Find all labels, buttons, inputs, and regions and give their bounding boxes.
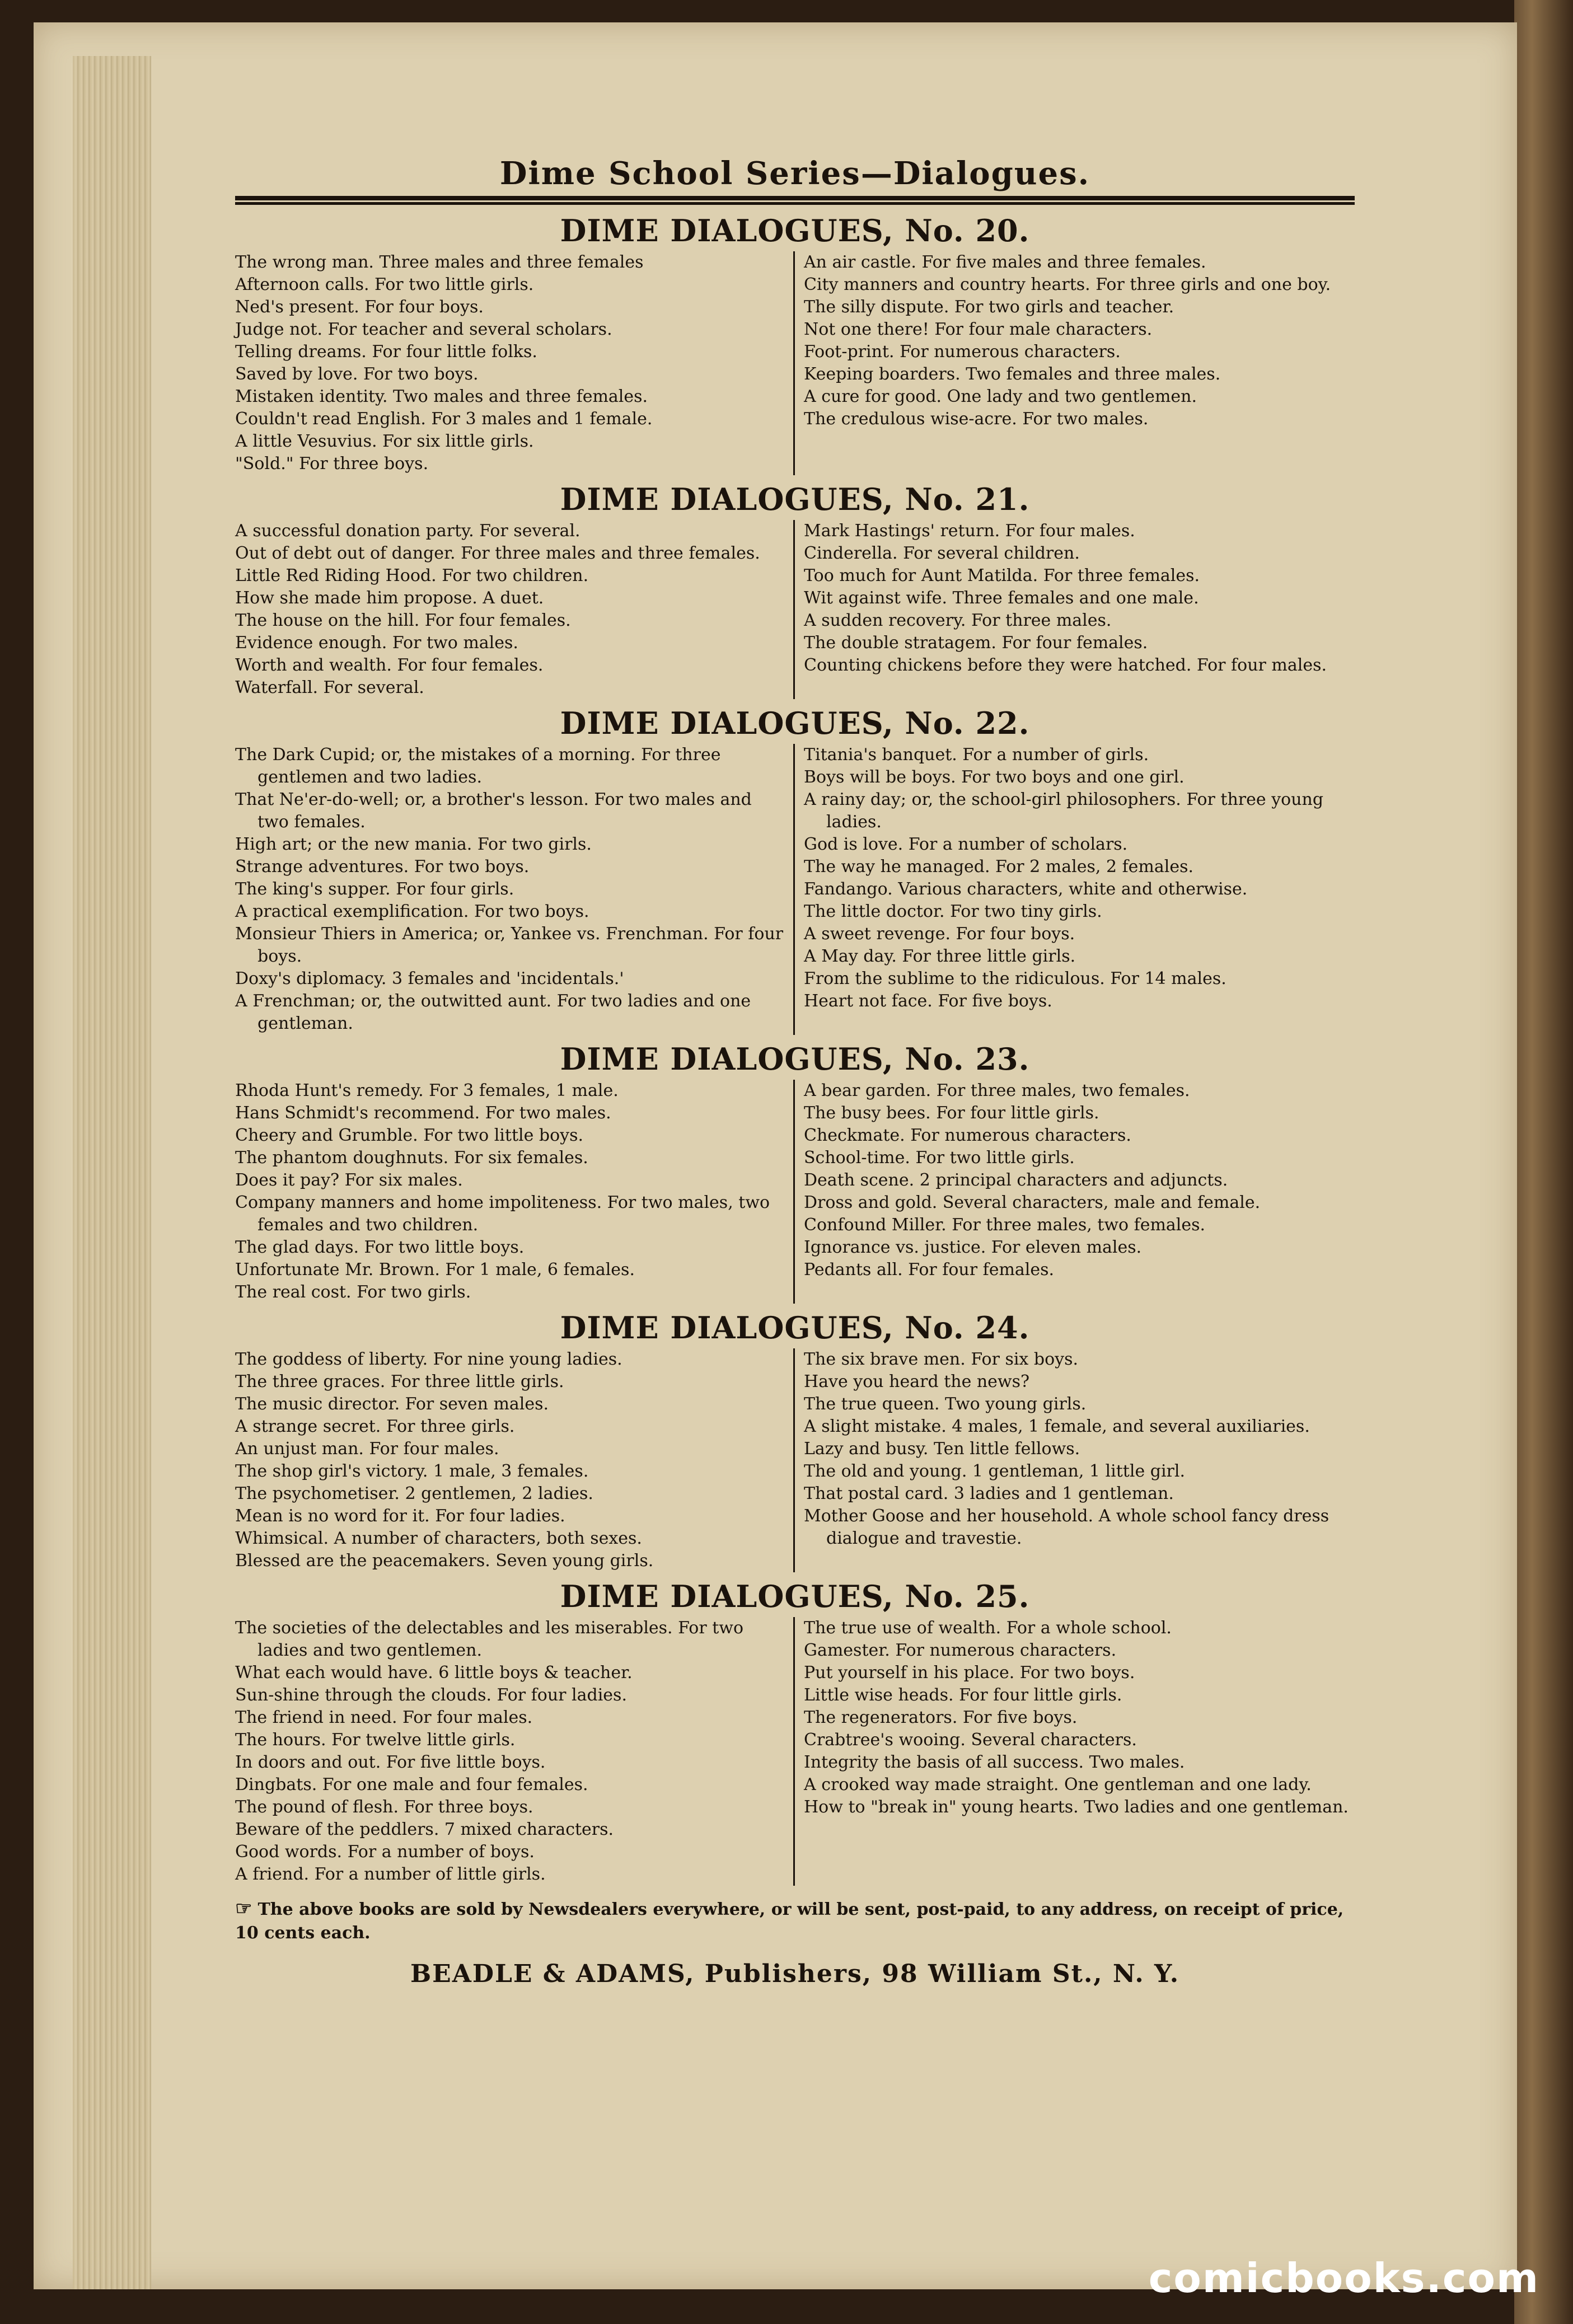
list-item: A bear garden. For three males, two females. [804,1081,1190,1100]
list-item: The real cost. For two girls. [235,1282,471,1302]
list-item: Mean is no word for it. For four ladies. [235,1506,565,1526]
left-column [235,520,795,699]
list-item: Death scene. 2 principal characters and adjuncts. [804,1170,1228,1190]
list-item: The goddess of liberty. For nine young ladies. [235,1350,622,1369]
list-item: Counting chickens before they were hatched. For four males. [804,655,1327,675]
list-item: Integrity the basis of all success. Two males. [804,1753,1185,1772]
list-item: High art; or the new mania. For two girls. [235,835,592,854]
list-item: A cure for good. One lady and two gentlemen. [804,387,1197,406]
list-item: Cheery and Grumble. For two little boys. [235,1126,584,1145]
list-item: A rainy day; or, the school-girl philosophers. For three young ladies. [804,790,1324,832]
list-item: Afternoon calls. For two little girls. [235,275,534,294]
list-item: What each would have. 6 little boys & teacher. [235,1663,633,1683]
right-column [795,1617,1355,1886]
section-no-23 [235,1038,1355,1304]
list-item: Little wise heads. For four little girls. [804,1685,1122,1705]
list-item: A strange secret. For three girls. [235,1417,515,1436]
list-item: The true queen. Two young girls. [804,1394,1087,1414]
list-item: The shop girl's victory. 1 male, 3 females. [235,1461,589,1481]
section-title: DIME DIALOGUES, No. 24. [560,1310,1030,1346]
list-item: Keeping boarders. Two females and three males. [804,364,1221,384]
list-item: From the sublime to the ridiculous. For 14 males. [804,969,1226,988]
list-item: Blessed are the peacemakers. Seven young girls. [235,1551,654,1571]
section-title: DIME DIALOGUES, No. 20. [560,213,1030,249]
list-item: Mark Hastings' return. For four males. [804,521,1135,541]
section-no-20 [235,210,1355,475]
section-title: DIME DIALOGUES, No. 25. [560,1578,1030,1614]
list-item: "Sold." For three boys. [235,454,429,474]
list-item: A little Vesuvius. For six little girls. [235,432,534,451]
list-item: A successful donation party. For several. [235,521,580,541]
list-item: Beware of the peddlers. 7 mixed characters. [235,1820,614,1839]
list-item: A crooked way made straight. One gentleman and one lady. [804,1775,1312,1794]
list-item: A sudden recovery. For three males. [804,611,1112,630]
list-item: The phantom doughnuts. For six females. [235,1148,588,1168]
list-item: Not one there! For four male characters. [804,320,1153,339]
list-item: Judge not. For teacher and several scholars. [235,320,612,339]
list-item: The wrong man. Three males and three females [235,252,644,272]
right-column [795,1348,1355,1572]
list-item: The three graces. For three little girls. [235,1372,564,1391]
list-item: Waterfall. For several. [235,678,424,697]
left-column [235,1080,795,1304]
list-item: The glad days. For two little boys. [235,1238,525,1257]
page-content [235,151,1355,2138]
list-item: Fandango. Various characters, white and otherwise. [804,879,1248,899]
list-item: Whimsical. A number of characters, both sexes. [235,1529,642,1548]
list-item: The Dark Cupid; or, the mistakes of a morning. For three gentlemen and two ladies. [235,745,721,787]
list-item: The silly dispute. For two girls and teacher. [804,297,1174,317]
list-item: The credulous wise-acre. For two males. [804,409,1149,429]
list-item: Have you heard the news? [804,1372,1030,1391]
left-column [235,251,795,475]
section-title: DIME DIALOGUES, No. 23. [560,1041,1030,1077]
list-item: That postal card. 3 ladies and 1 gentleman. [804,1484,1174,1503]
list-item: Mistaken identity. Two males and three females. [235,387,648,406]
list-item: Wit against wife. Three females and one male. [804,588,1199,608]
list-item: Unfortunate Mr. Brown. For 1 male, 6 females. [235,1260,635,1280]
list-item: The true use of wealth. For a whole school. [804,1618,1172,1638]
list-item: Telling dreams. For four little folks. [235,342,537,362]
list-item: Lazy and busy. Ten little fellows. [804,1439,1080,1459]
list-item: The societies of the delectables and les miserables. For two ladies and two gentlemen. [235,1618,744,1660]
list-item: The regenerators. For five boys. [804,1708,1078,1727]
list-item: A slight mistake. 4 males, 1 female, and several auxiliaries. [804,1417,1310,1436]
right-column [795,1080,1355,1304]
left-column [235,1617,795,1886]
publisher-line: BEADLE & ADAMS, Publishers, 98 William St., N. Y. [410,1960,1180,1988]
list-item: The psychometiser. 2 gentlemen, 2 ladies. [235,1484,593,1503]
list-item: A practical exemplification. For two boys. [235,902,589,921]
list-item: The king's supper. For four girls. [235,879,514,899]
list-item: In doors and out. For five little boys. [235,1753,546,1772]
list-item: Strange adventures. For two boys. [235,857,530,877]
list-item: Monsieur Thiers in America; or, Yankee vs. Frenchman. For four boys. [235,924,784,966]
list-item: A Frenchman; or, the outwitted aunt. For two ladies and one gentleman. [235,991,751,1033]
pointing-hand-icon: ☞ [235,1897,252,1920]
list-item: The house on the hill. For four females. [235,611,571,630]
list-item: Worth and wealth. For four females. [235,655,544,675]
section-no-21 [235,479,1355,699]
list-item: Confound Miller. For three males, two females. [804,1215,1206,1235]
list-item: That Ne'er-do-well; or, a brother's lesson. For two males and two females. [235,790,752,832]
list-item: Evidence enough. For two males. [235,633,518,653]
list-item: The pound of flesh. For three boys. [235,1797,533,1817]
book-spine [1514,0,1573,2324]
list-item: Dingbats. For one male and four females. [235,1775,588,1794]
list-item: Dross and gold. Several characters, male and female. [804,1193,1261,1212]
list-item: Mother Goose and her household. A whole school fancy dress dialogue and travestie. [804,1506,1329,1548]
list-item: The double stratagem. For four females. [804,633,1148,653]
right-column [795,251,1355,475]
list-item: Heart not face. For five boys. [804,991,1052,1011]
list-item: Saved by love. For two boys. [235,364,479,384]
list-item: Company manners and home impoliteness. For two males, two females and two children. [235,1193,770,1235]
page-edges [73,56,151,2289]
list-item: Couldn't read English. For 3 males and 1 female. [235,409,653,429]
section-no-22 [235,702,1355,1035]
list-item: Boys will be boys. For two boys and one girl. [804,767,1185,787]
list-item: Titania's banquet. For a number of girls. [804,745,1149,765]
list-item: Out of debt out of danger. For three males and three females. [235,543,760,563]
list-item: School-time. For two little girls. [804,1148,1075,1168]
list-item: Good words. For a number of boys. [235,1842,535,1862]
site-watermark: comicbooks.com [1148,2255,1539,2302]
list-item: Gamester. For numerous characters. [804,1641,1117,1660]
section-title: DIME DIALOGUES, No. 21. [560,481,1030,517]
list-item: Ned's present. For four boys. [235,297,484,317]
series-header: Dime School Series—Dialogues. [499,155,1090,192]
list-item: An unjust man. For four males. [235,1439,499,1459]
list-item: How she made him propose. A duet. [235,588,544,608]
list-item: Hans Schmidt's recommend. For two males. [235,1103,611,1123]
list-item: The friend in need. For four males. [235,1708,533,1727]
list-item: The six brave men. For six boys. [804,1350,1079,1369]
list-item: Pedants all. For four females. [804,1260,1055,1280]
footer-note-text: The above books are sold by Newsdealers everywhere, or will be sent, post-paid, to any address, on receipt of price, 10 cents each. [235,1900,1344,1943]
list-item: A friend. For a number of little girls. [235,1864,546,1884]
list-item: Too much for Aunt Matilda. For three females. [804,566,1200,585]
footer-note [235,1897,1355,1945]
header-rule [235,196,1355,202]
section-no-25 [235,1576,1355,1886]
list-item: A May day. For three little girls. [804,947,1076,966]
list-item: Checkmate. For numerous characters. [804,1126,1131,1145]
list-item: Foot-print. For numerous characters. [804,342,1121,362]
list-item: God is love. For a number of scholars. [804,835,1128,854]
right-column [795,520,1355,699]
list-item: The way he managed. For 2 males, 2 females. [804,857,1194,877]
list-item: A sweet revenge. For four boys. [804,924,1075,944]
list-item: The music director. For seven males. [235,1394,549,1414]
list-item: Doxy's diplomacy. 3 females and 'incidentals.' [235,969,624,988]
list-item: Cinderella. For several children. [804,543,1080,563]
list-item: The busy bees. For four little girls. [804,1103,1099,1123]
list-item: How to "break in" young hearts. Two ladies and one gentleman. [804,1797,1349,1817]
left-column [235,744,795,1035]
right-column [795,744,1355,1035]
left-column [235,1348,795,1572]
list-item: Sun-shine through the clouds. For four ladies. [235,1685,627,1705]
section-title: DIME DIALOGUES, No. 22. [560,705,1030,741]
list-item: Put yourself in his place. For two boys. [804,1663,1135,1683]
list-item: Little Red Riding Hood. For two children. [235,566,589,585]
list-item: The little doctor. For two tiny girls. [804,902,1102,921]
section-no-24 [235,1307,1355,1572]
list-item: The old and young. 1 gentleman, 1 little girl. [804,1461,1186,1481]
list-item: An air castle. For five males and three females. [804,252,1206,272]
list-item: Does it pay? For six males. [235,1170,463,1190]
list-item: The hours. For twelve little girls. [235,1730,516,1750]
list-item: City manners and country hearts. For three girls and one boy. [804,275,1331,294]
list-item: Ignorance vs. justice. For eleven males. [804,1238,1142,1257]
list-item: Rhoda Hunt's remedy. For 3 females, 1 male. [235,1081,619,1100]
list-item: Crabtree's wooing. Several characters. [804,1730,1137,1750]
